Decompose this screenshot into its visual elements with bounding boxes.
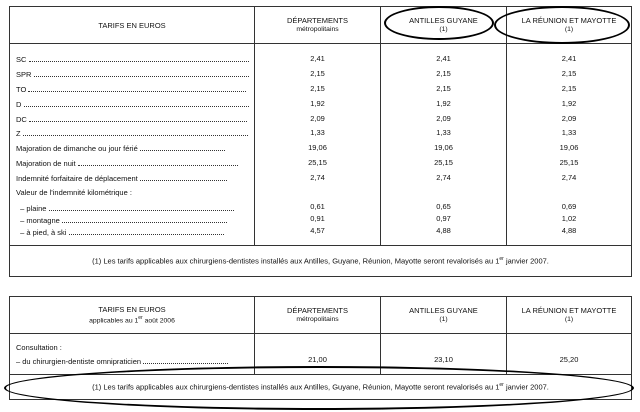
value-cell: 1,02 [561, 213, 577, 223]
row-label: – plaine [16, 201, 254, 213]
value-cell: 1,33 [310, 128, 325, 138]
header-departements-label: DÉPARTEMENTS [287, 306, 348, 315]
row-label: Majoration de dimanche ou jour férié [16, 141, 254, 156]
value-cell: 21,00 [308, 355, 327, 364]
value-cell: 0,97 [436, 213, 451, 223]
header-departements [255, 297, 381, 334]
value-cell: 19,06 [559, 143, 579, 153]
row-label: SPR [16, 67, 254, 82]
value-cell: 25,20 [559, 355, 579, 364]
value-cell: 0,91 [310, 213, 325, 223]
value-cell: 1,92 [310, 98, 325, 108]
value-cell: 4,88 [561, 225, 577, 235]
highlight-ellipse-antilles [384, 6, 494, 40]
footnote: (1) Les tarifs applicables aux chirurgiens-dentistes installés aux Antilles, Guyane, Réunion, Mayotte seront revalorisés au 1er janvier 2007. [10, 245, 632, 276]
value-cell: 2,15 [310, 83, 325, 93]
footnote: (1) Les tarifs applicables aux chirurgiens-dentistes installés aux Antilles, Guyane, Réunion, Mayotte seront revalorisés au 1er janvier 2007. [10, 375, 632, 400]
header-antilles-label: ANTILLES GUYANE [409, 306, 478, 315]
value-cell: 1,92 [561, 98, 577, 108]
value-cell: 2,41 [310, 54, 325, 63]
header-departements [255, 7, 381, 44]
value-cell: 0,69 [561, 201, 577, 211]
row-label: SC [16, 52, 254, 67]
header-row [10, 297, 632, 334]
header-reunion-sub: (1) [564, 316, 574, 323]
value-cell: 1,33 [561, 128, 577, 138]
value-cell: 2,15 [436, 83, 451, 93]
row-label: – montagne [16, 213, 254, 225]
value-cell: 2,74 [436, 173, 451, 183]
ik-title: Valeur de l'indemnité kilométrique : [16, 188, 132, 198]
value-cell: 2,74 [310, 173, 325, 183]
value-cell: 1,33 [436, 128, 451, 138]
header-antilles-sub: (1) [439, 316, 448, 323]
value-cell: 25,15 [308, 158, 327, 168]
header-reunion-label: LA RÉUNION ET MAYOTTE [521, 16, 617, 25]
row-label: DC [16, 112, 254, 127]
departements-column [255, 44, 381, 246]
value-cell: 2,41 [561, 54, 577, 63]
header-antilles-sub: (1) [439, 26, 448, 33]
row-label: Majoration de nuit [16, 156, 254, 171]
header-antilles [381, 297, 507, 334]
value-cell: 23,10 [434, 355, 453, 364]
row-label: Indemnité forfaitaire de déplacement [16, 171, 254, 186]
row-label: D [16, 97, 254, 112]
header-tarifs [10, 7, 255, 44]
header-tarifs-sub: applicables au 1er août 2006 [89, 314, 175, 325]
reunion-column [507, 44, 632, 246]
value-cell: 4,88 [436, 225, 451, 235]
row-label: Z [16, 126, 254, 141]
value-cell: 2,09 [436, 113, 451, 123]
body-row [10, 44, 632, 246]
value-cell: 2,15 [310, 68, 325, 78]
value-cell: 0,65 [436, 201, 451, 211]
value-cell: 25,15 [434, 158, 453, 168]
value-cell: 2,74 [561, 173, 577, 183]
header-departements-sub: métropolitains [296, 316, 339, 323]
header-departements-sub: métropolitains [296, 26, 339, 33]
consultation-title: Consultation : [16, 343, 62, 352]
header-antilles-label: ANTILLES GUYANE [409, 16, 478, 25]
value-cell: 0,61 [310, 201, 325, 211]
labels-column [10, 44, 255, 246]
antilles-column [381, 44, 507, 246]
header-reunion [507, 297, 632, 334]
header-reunion-sub: (1) [564, 26, 574, 33]
header-tarifs-label: TARIFS EN EUROS [98, 20, 166, 30]
value-cell: 19,06 [434, 143, 453, 153]
header-departements-label: DÉPARTEMENTS [287, 16, 348, 25]
value-cell: 4,57 [310, 225, 325, 235]
value-cell: 2,15 [561, 83, 577, 93]
value-cell: 1,92 [436, 98, 451, 108]
highlight-ellipse-reunion [494, 6, 630, 44]
value-cell: 2,41 [436, 54, 451, 63]
tarifs-table-1 [9, 6, 632, 277]
header-tarifs [10, 297, 255, 334]
note-row [10, 245, 632, 276]
value-cell: 2,15 [561, 68, 577, 78]
value-cell: 2,15 [436, 68, 451, 78]
value-cell: 2,09 [561, 113, 577, 123]
row-label: – du chirurgien-dentiste omnipraticien [16, 354, 254, 366]
row-label: TO [16, 82, 254, 97]
header-reunion-label: LA RÉUNION ET MAYOTTE [521, 306, 617, 315]
value-cell: 25,15 [559, 158, 579, 168]
row-label: – à pied, à ski [16, 225, 254, 237]
highlight-ellipse-footnote [4, 366, 634, 410]
header-tarifs-label: TARIFS EN EUROS [98, 304, 166, 314]
value-cell: 19,06 [308, 143, 327, 153]
value-cell: 2,09 [310, 113, 325, 123]
reunion-column [507, 334, 632, 375]
